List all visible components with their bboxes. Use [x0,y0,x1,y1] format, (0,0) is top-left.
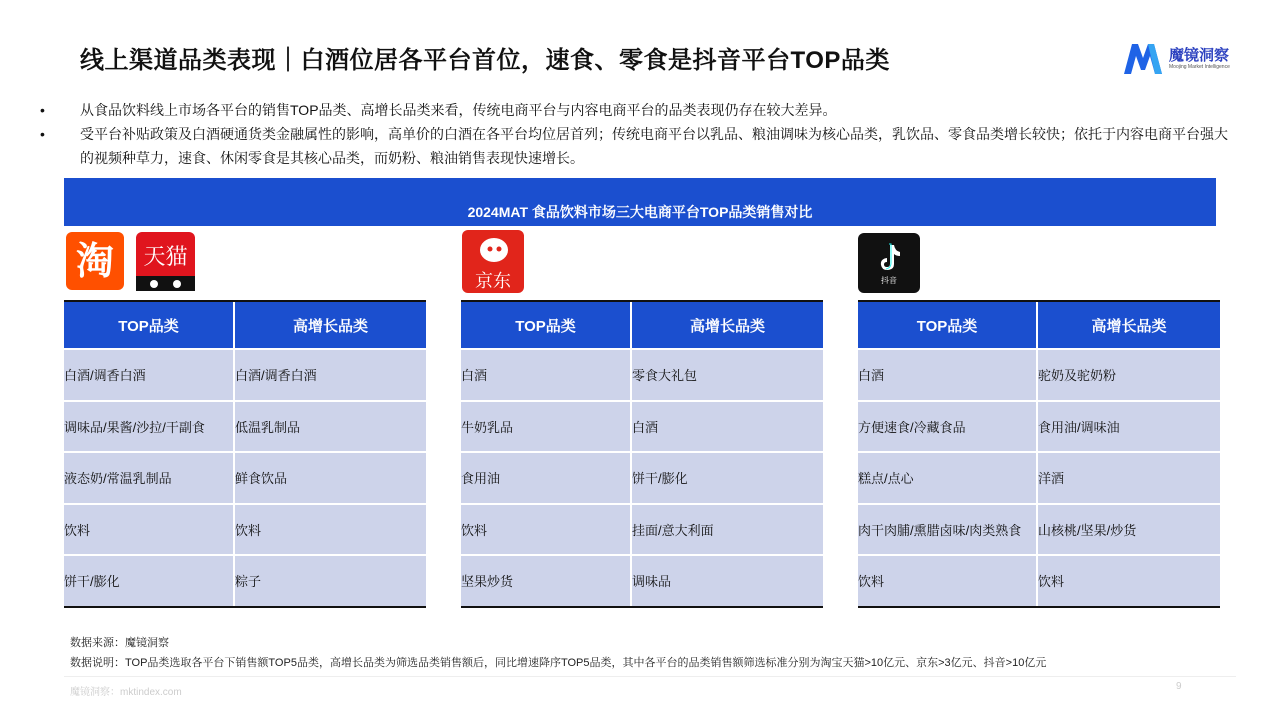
footer-divider [64,676,1236,677]
column-header-growth: 高增长品类 [234,301,426,349]
top-category-cell: 食用油 [461,452,631,504]
brand-tagline: Moojing Market Intelligence [1169,64,1230,70]
table-row [461,401,823,453]
bullet-marker: • [40,126,45,142]
footer-site: 魔镜洞察：mktindex.com [70,687,182,698]
table-row [64,401,426,453]
growth-category-cell: 白酒/调香白酒 [234,349,426,401]
top-category-cell: 饮料 [858,555,1037,607]
data-source: 数据来源：魔镜洞察 [70,637,169,649]
top-category-cell: 方便速食/冷藏食品 [858,401,1037,453]
tmall-glyph: 天猫 [143,245,188,270]
bullet-text: 受平台补贴政策及白酒硬通货类金融属性的影响，高单价的白酒在各平台均位居首列；传统电商平台以乳品、粮油调味为核心品类，乳饮品、零食品类增长较快；依托于内容电商平台强大的视频种草力，速食、休闲零食是其核心品类，而奶粉、粮油销售表现快速增长。 [80,126,1228,166]
growth-category-cell: 山核桃/坚果/炒货 [1037,504,1220,556]
data-notes [70,633,1046,673]
table-row [858,401,1220,453]
brand-name: 魔镜洞察 [1169,47,1230,64]
top-category-cell: 调味品/果酱/沙拉/干副食 [64,401,234,453]
bullet-item [40,98,1240,122]
table-row [64,504,426,556]
brand-mark-icon [1122,40,1164,76]
tmall-logo-icon [136,232,195,291]
jd-glyph: 京东 [475,271,511,292]
jd-logo-icon [462,230,524,293]
brand-logo [1122,40,1252,76]
growth-category-cell: 低温乳制品 [234,401,426,453]
table-row [64,349,426,401]
growth-category-cell: 零食大礼包 [631,349,823,401]
table-row [461,452,823,504]
growth-category-cell: 鲜食饮品 [234,452,426,504]
column-header-top: TOP品类 [64,301,234,349]
growth-category-cell: 洋酒 [1037,452,1220,504]
top-category-cell: 白酒 [461,349,631,401]
taobao-glyph: 淘 [75,239,115,283]
table-row [461,504,823,556]
platform-table-douyin [858,300,1220,608]
platform-table-taobao-tmall [64,300,426,608]
table-row [461,555,823,607]
table-row [858,555,1220,607]
page-number: 9 [1176,681,1182,692]
bullet-marker: • [40,102,45,118]
top-category-cell: 饮料 [461,504,631,556]
platform-table-jd [461,300,823,608]
column-header-top: TOP品类 [858,301,1037,349]
page-title: 线上渠道品类表现｜白酒位居各平台首位，速食、零食是抖音平台TOP品类 [80,47,890,74]
table-header-row [461,301,823,349]
comparison-banner [64,178,1216,226]
bullet-text: 从食品饮料线上市场各平台的销售TOP品类、高增长品类来看，传统电商平台与内容电商平台的品类表现仍存在较大差异。 [80,102,837,118]
data-explanation: 数据说明：TOP品类选取各平台下销售额TOP5品类，高增长品类为筛选品类销售额后，同比增速降序TOP5品类，其中各平台的品类销售额筛选标准分别为淘宝天猫>10亿元、京东>3亿元、抖音>10亿元 [70,657,1047,669]
banner-title: 2024MAT 食品饮料市场三大电商平台TOP品类销售对比 [467,204,813,220]
column-header-growth: 高增长品类 [631,301,823,349]
growth-category-cell: 饮料 [1037,555,1220,607]
table-row [64,452,426,504]
top-category-cell: 饮料 [64,504,234,556]
table-header-row [64,301,426,349]
table-row [858,504,1220,556]
growth-category-cell: 饼干/膨化 [631,452,823,504]
column-header-top: TOP品类 [461,301,631,349]
top-category-cell: 白酒 [858,349,1037,401]
top-category-cell: 液态奶/常温乳制品 [64,452,234,504]
taobao-logo-icon [66,232,124,290]
table-row [858,349,1220,401]
growth-category-cell: 白酒 [631,401,823,453]
growth-category-cell: 饮料 [234,504,426,556]
growth-category-cell: 粽子 [234,555,426,607]
top-category-cell: 坚果炒货 [461,555,631,607]
douyin-logo-icon [858,233,920,293]
table-header-row [858,301,1220,349]
top-category-cell: 糕点/点心 [858,452,1037,504]
growth-category-cell: 食用油/调味油 [1037,401,1220,453]
table-row [461,349,823,401]
table-row [64,555,426,607]
growth-category-cell: 调味品 [631,555,823,607]
column-header-growth: 高增长品类 [1037,301,1220,349]
top-category-cell: 白酒/调香白酒 [64,349,234,401]
top-category-cell: 饼干/膨化 [64,555,234,607]
growth-category-cell: 驼奶及驼奶粉 [1037,349,1220,401]
top-category-cell: 肉干肉脯/熏腊卤味/肉类熟食 [858,504,1037,556]
growth-category-cell: 挂面/意大利面 [631,504,823,556]
douyin-glyph: 抖音 [881,276,897,285]
bullet-item [40,122,1240,170]
top-category-cell: 牛奶乳品 [461,401,631,453]
summary-bullets [40,98,1240,170]
table-row [858,452,1220,504]
